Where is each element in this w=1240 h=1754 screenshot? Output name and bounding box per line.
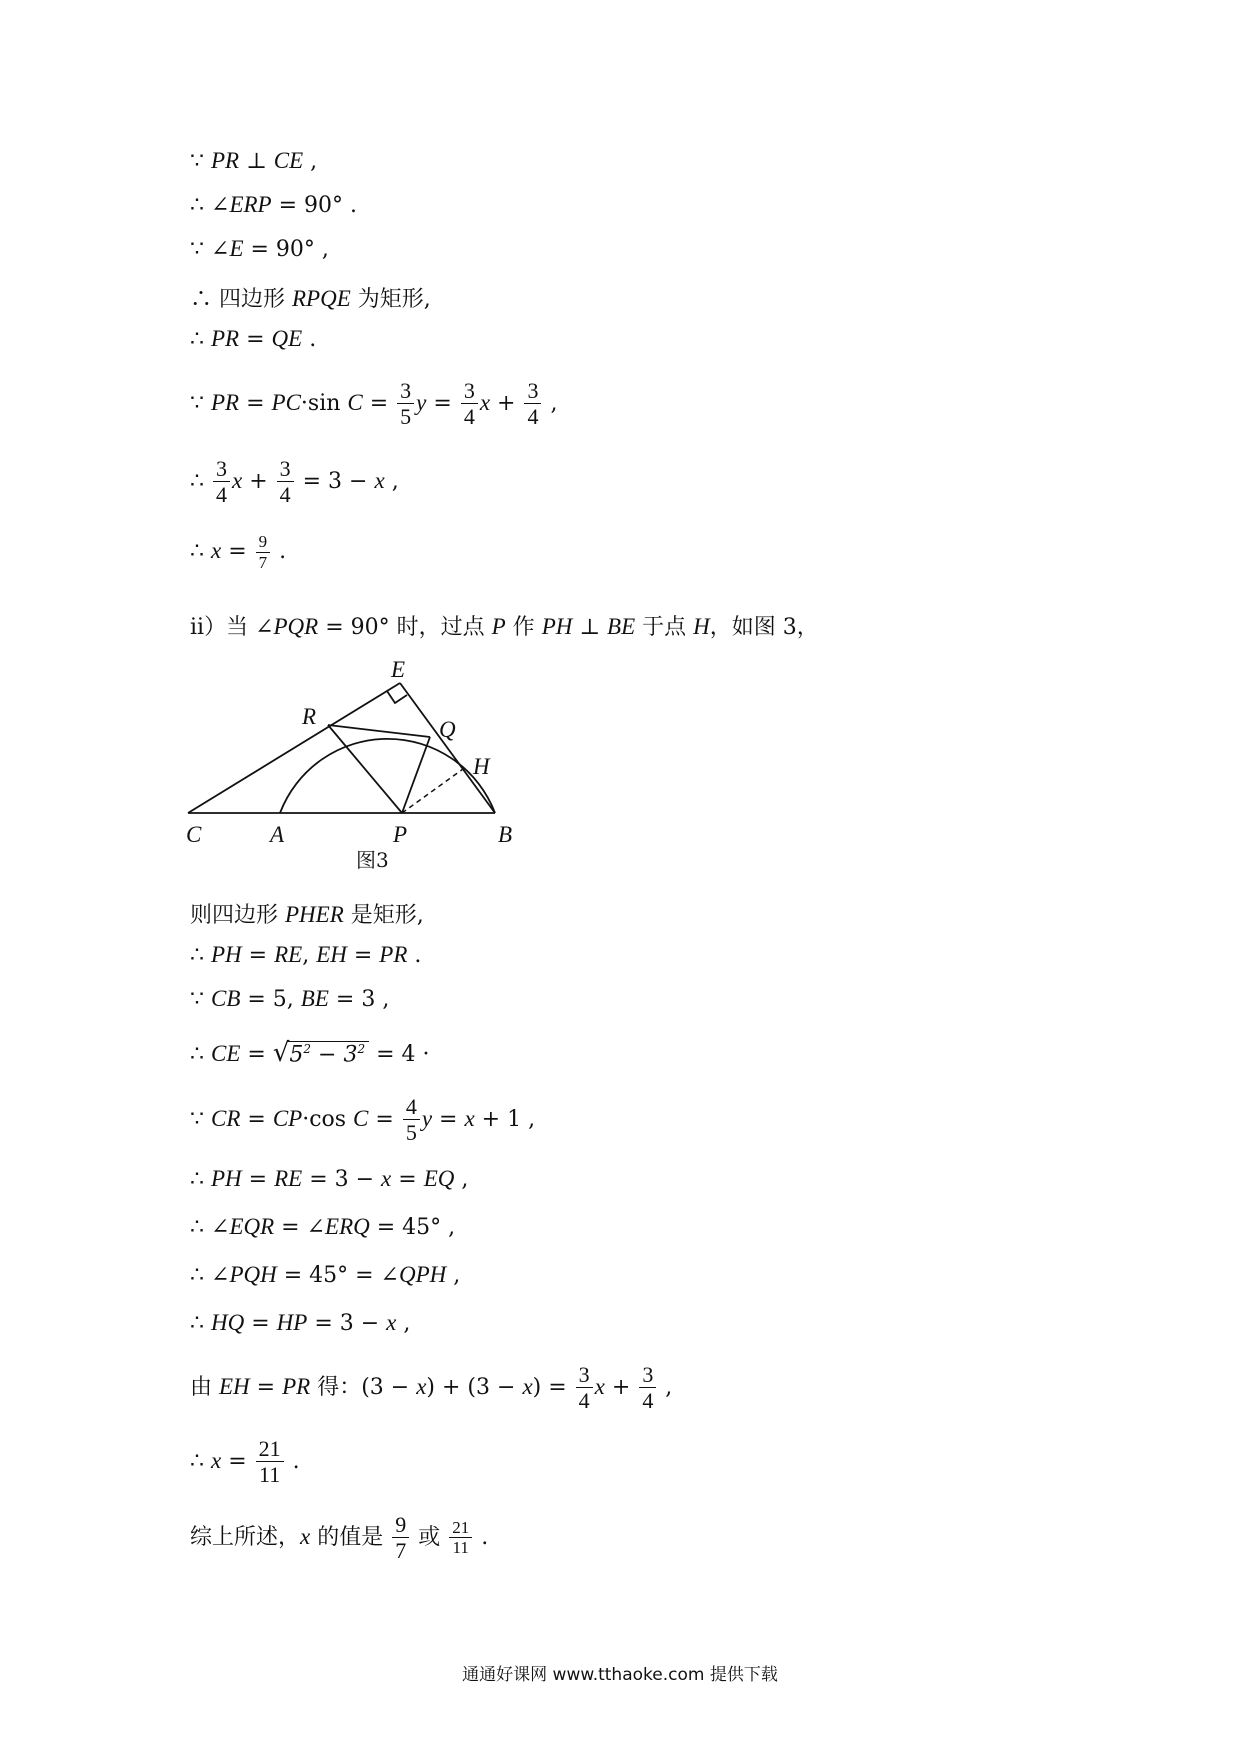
line-13: ∴ CE = $√5^2 - 3^2 = 4$ · [190, 1038, 430, 1068]
label-p: P [393, 822, 408, 847]
line-ce [188, 683, 400, 813]
label-b: B [498, 822, 513, 847]
figure-caption: 图3 [356, 848, 389, 872]
line-3: ∵ ∠E = 90° , [190, 236, 329, 262]
geometry-figure [188, 655, 518, 876]
line-10: 则四边形 PHER 是矩形, [190, 902, 424, 928]
line-17: ∴ ∠PQH = 45° = ∠QPH , [190, 1262, 461, 1288]
line-rq [328, 725, 430, 737]
right-angle-mark [387, 691, 407, 703]
line-8: ∴ x = $\frac{9}{7}$ . [190, 532, 287, 572]
label-c: C [186, 822, 202, 847]
footer-source: 通通好课网 www.tthaoke.com 提供下载 [462, 1665, 778, 1685]
line-12: ∵ CB = 5, BE = 3 , [190, 986, 390, 1012]
line-2: ∴ ∠ERP = 90° . [190, 192, 357, 218]
line-18: ∴ HQ = HP = 3 − x , [190, 1310, 411, 1336]
figure-svg [188, 655, 518, 870]
line-15: ∴ PH = RE = 3 − x = EQ , [190, 1166, 469, 1192]
label-e: E [391, 657, 406, 682]
line-6: ∵ PR = PC·sin C = $\frac{3}{5}$ y = $\frac{3}{4}$ x + $\frac{3}{4}$ , [190, 378, 558, 430]
label-q: Q [439, 717, 456, 742]
line-1-text: ∵ PR ⊥ CE , [190, 148, 318, 174]
label-a: A [270, 822, 285, 847]
label-r: R [302, 704, 317, 729]
line-14: ∵ CR = CP·cos C = $\frac{4}{5}$ y = x + 1 , [190, 1094, 536, 1146]
line-11: ∴ PH = RE, EH = PR . [190, 942, 422, 968]
line-7: ∴ $\frac{3}{4}$ x + $\frac{3}{4}$ = 3 − x , [190, 456, 399, 508]
line-16: ∴ ∠EQR = ∠ERQ = 45° , [190, 1214, 456, 1240]
line-qp [402, 737, 430, 813]
line-1 [190, 148, 317, 174]
line-ph-dashed [402, 769, 463, 813]
label-h: H [473, 754, 490, 779]
semicircle-arc [280, 739, 495, 813]
line-4: ∴ 四边形 RPQE 为矩形, [190, 286, 431, 312]
line-eb [400, 683, 495, 813]
line-20: ∴ x = $\frac{21}{11}$ . [190, 1436, 300, 1488]
line-21: 综上所述，x 的值是 $\frac{9}{7}$ 或 $\frac{21}{11}$ . [190, 1512, 489, 1564]
line-19: 由 EH = PR 得：(3 − x) + (3 − x) = $\frac{3}{4}$ x + $\frac{3}{4}$ , [190, 1362, 673, 1414]
line-5: ∴ PR = QE . [190, 326, 317, 352]
line-9: ii）当 ∠PQR = 90° 时，过点 P 作 PH ⊥ BE 于点 H，如图 3， [190, 614, 819, 640]
